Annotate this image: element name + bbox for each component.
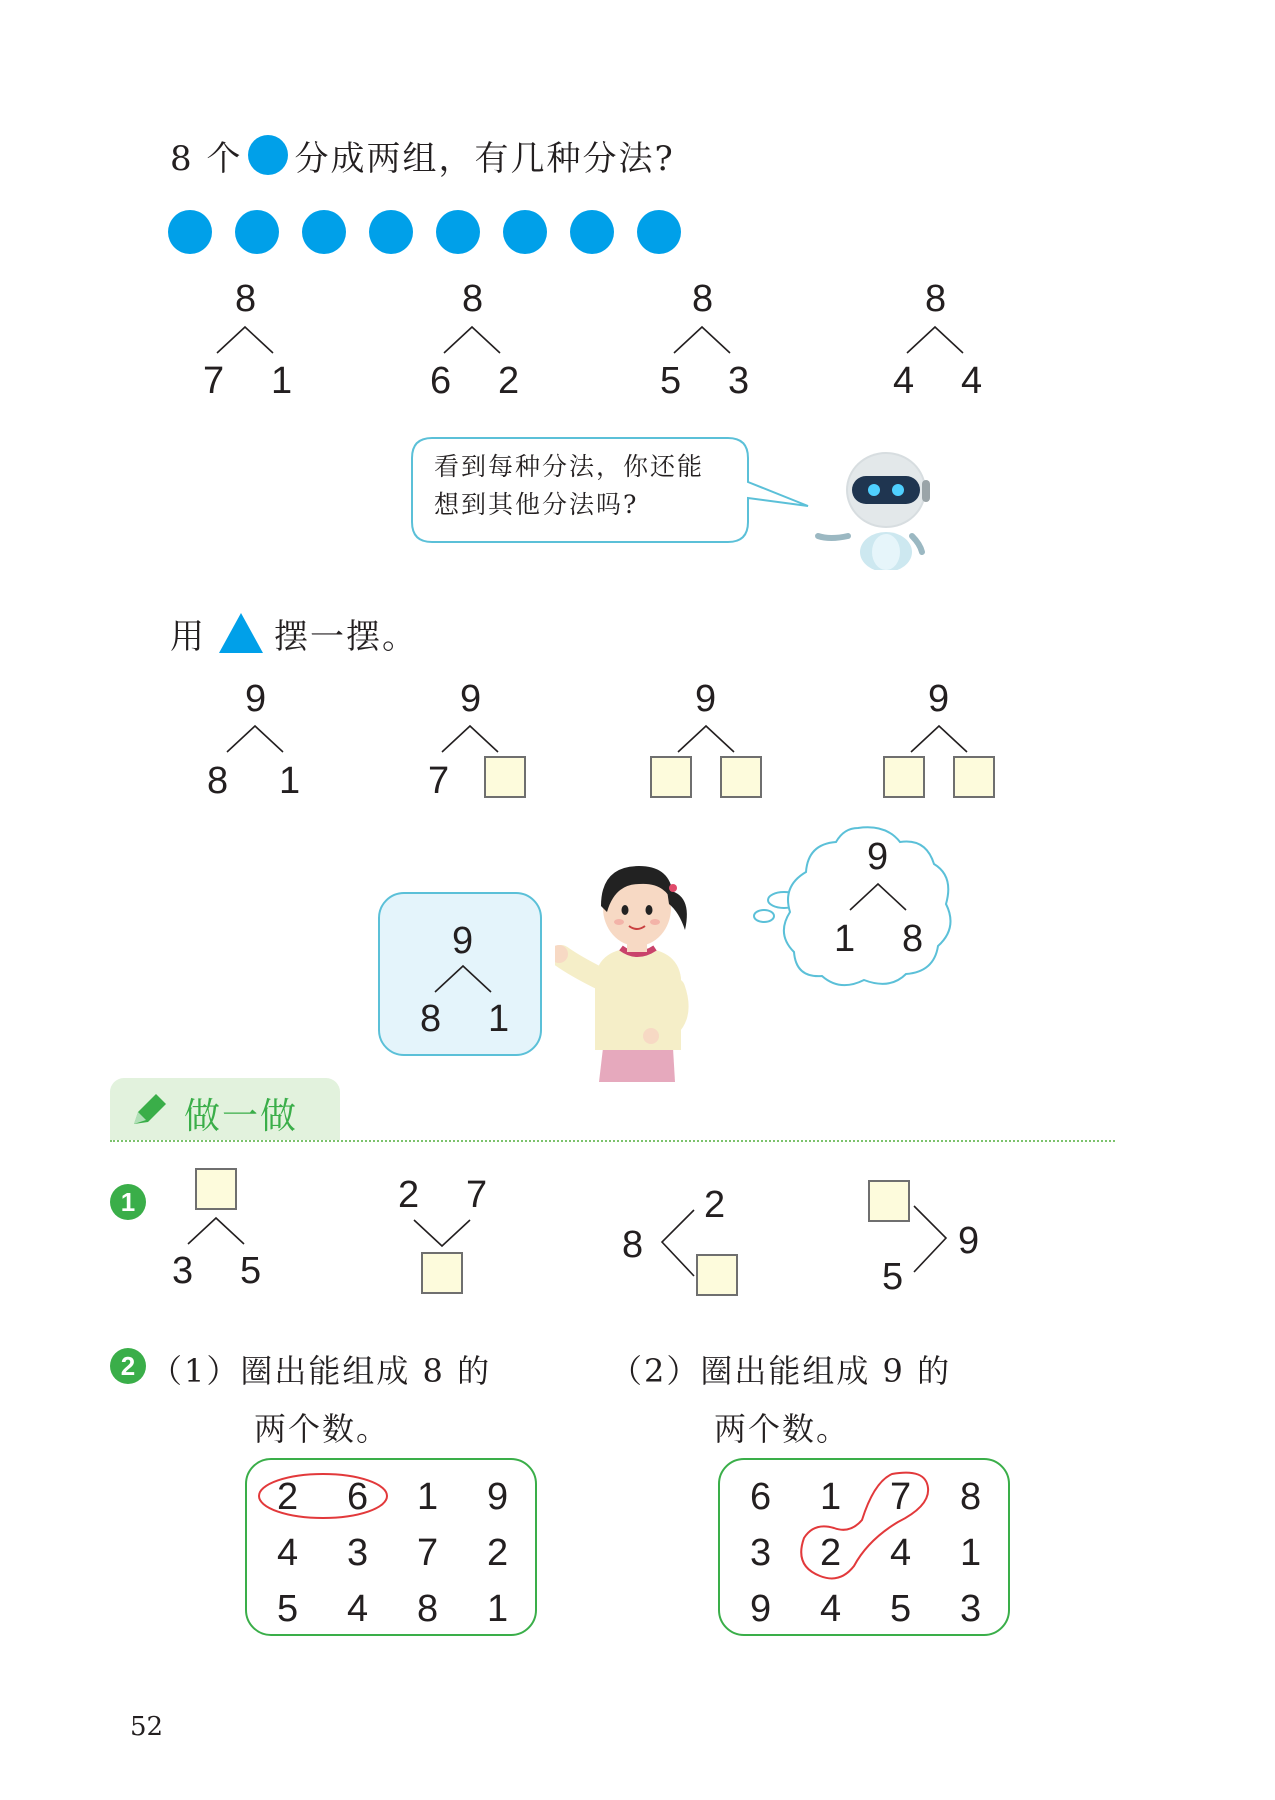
grid-cell[interactable]: 8	[417, 1588, 439, 1630]
blue-dot-icon	[248, 135, 288, 175]
join-lines	[412, 1218, 472, 1248]
split-9-8-1	[205, 680, 315, 800]
answer-box[interactable]	[696, 1254, 738, 1296]
split-left: 6	[430, 360, 452, 402]
ex1-c-total: 8	[622, 1224, 644, 1266]
ex2-part2-label	[610, 1342, 951, 1458]
thought-right: 8	[902, 918, 924, 960]
split-total: 9	[460, 678, 482, 720]
grid-cell[interactable]: 9	[487, 1476, 509, 1518]
dot-row	[168, 210, 688, 256]
blue-dot	[235, 210, 279, 254]
split-lines	[676, 724, 736, 754]
split-left: 8	[207, 760, 229, 802]
ex2-part2-line1: （2）圈出能组成 9 的	[610, 1352, 952, 1390]
grid-cell[interactable]: 3	[347, 1532, 369, 1574]
girl-icon	[555, 838, 735, 1082]
circle-mark	[253, 1468, 393, 1524]
practice-divider	[110, 1140, 1115, 1142]
split-left: 5	[660, 360, 682, 402]
grid-cell[interactable]: 9	[750, 1588, 772, 1630]
split-total: 8	[692, 278, 714, 320]
exercise-1-badge	[110, 1184, 146, 1220]
ex2-part1-line2: 两个数。	[254, 1410, 391, 1448]
split-total: 9	[928, 678, 950, 720]
ex1-b-right: 7	[466, 1174, 488, 1216]
robot-speech-line1: 看到每种分法，你还能	[434, 452, 705, 481]
grid-cell[interactable]: 4	[890, 1532, 912, 1574]
blue-dot	[168, 210, 212, 254]
split-total: 9	[695, 678, 717, 720]
practice-header-label: 做一做	[184, 1096, 299, 1137]
exercise-2-number: 2	[120, 1350, 136, 1381]
answer-box[interactable]	[195, 1168, 237, 1210]
triangle-prompt-prefix: 用	[170, 616, 206, 657]
blue-dot	[637, 210, 681, 254]
question-triangles	[170, 610, 418, 656]
grid-cell[interactable]: 2	[277, 1476, 299, 1518]
grid-cell[interactable]: 6	[347, 1476, 369, 1518]
question-prefix: 8 个	[170, 138, 243, 179]
split-total: 8	[235, 278, 257, 320]
split-right: 2	[498, 360, 520, 402]
split-8-7-1	[195, 280, 295, 400]
grid-cell[interactable]: 7	[890, 1476, 912, 1518]
ex1-c-top: 2	[704, 1184, 726, 1226]
robot-speech-line2: 想到其他分法吗?	[434, 490, 639, 519]
practice-header	[110, 1078, 340, 1140]
split-lines	[440, 724, 500, 754]
ex1-part-d	[868, 1180, 998, 1310]
grid-cell[interactable]: 3	[750, 1532, 772, 1574]
grid-cell[interactable]: 7	[417, 1532, 439, 1574]
blue-dot	[570, 210, 614, 254]
thought-split	[820, 838, 960, 968]
split-lines-left	[660, 1208, 696, 1278]
split-9-blank-blank	[650, 680, 770, 800]
robot-icon	[808, 440, 938, 570]
split-lines	[442, 325, 502, 355]
blue-triangle-icon	[218, 611, 264, 655]
ex1-a-left: 3	[172, 1250, 194, 1292]
ex1-d-total: 9	[958, 1220, 980, 1262]
robot-speech	[434, 448, 754, 524]
number-grid-2	[718, 1458, 1010, 1636]
grid-cell[interactable]: 6	[750, 1476, 772, 1518]
grid-cell[interactable]: 4	[347, 1588, 369, 1630]
circle-mark	[780, 1466, 950, 1584]
ex2-part1-line1: （1）圈出能组成 8 的	[150, 1352, 492, 1390]
blue-dot	[369, 210, 413, 254]
answer-box[interactable]	[484, 756, 526, 798]
pencil-icon	[130, 1092, 170, 1128]
ex2-part2-line2: 两个数。	[714, 1410, 851, 1448]
answer-box[interactable]	[650, 756, 692, 798]
split-lines	[848, 882, 908, 912]
blue-dot	[302, 210, 346, 254]
example-card	[378, 892, 542, 1056]
answer-box[interactable]	[883, 756, 925, 798]
split-lines	[215, 325, 275, 355]
ex1-b-left: 2	[398, 1174, 420, 1216]
split-8-5-3	[652, 280, 752, 400]
split-lines	[186, 1216, 246, 1246]
split-8-6-2	[422, 280, 522, 400]
question-8-dots	[170, 134, 675, 179]
ex1-part-c	[622, 1186, 752, 1316]
grid-cell[interactable]: 1	[417, 1476, 439, 1518]
split-lines	[433, 964, 493, 994]
ex1-a-right: 5	[240, 1250, 262, 1292]
grid-cell[interactable]: 3	[960, 1588, 982, 1630]
card-total: 9	[452, 920, 474, 962]
exercise-1-number: 1	[120, 1186, 136, 1217]
number-grid-1	[245, 1458, 537, 1636]
grid-cell[interactable]: 2	[487, 1532, 509, 1574]
split-right: 1	[271, 360, 293, 402]
ex1-part-b	[396, 1176, 506, 1306]
split-total: 9	[245, 678, 267, 720]
blue-dot	[503, 210, 547, 254]
split-lines	[905, 325, 965, 355]
split-total: 8	[462, 278, 484, 320]
grid-cell[interactable]: 1	[960, 1532, 982, 1574]
grid-cell[interactable]: 2	[820, 1532, 842, 1574]
grid-cell[interactable]: 1	[820, 1476, 842, 1518]
exercise-2-badge	[110, 1348, 146, 1384]
split-left: 7	[203, 360, 225, 402]
ex1-part-a	[168, 1168, 268, 1298]
thought-left: 1	[834, 918, 856, 960]
split-lines	[909, 724, 969, 754]
card-left: 8	[420, 998, 442, 1040]
answer-box[interactable]	[953, 756, 995, 798]
split-total: 8	[925, 278, 947, 320]
answer-box[interactable]	[868, 1180, 910, 1222]
answer-box[interactable]	[720, 756, 762, 798]
page-number: 52	[130, 1712, 164, 1742]
split-left: 7	[428, 760, 450, 802]
split-lines	[672, 325, 732, 355]
split-right: 3	[728, 360, 750, 402]
ex1-d-bottom: 5	[882, 1256, 904, 1298]
grid-cell[interactable]: 1	[487, 1588, 509, 1630]
split-9-blank-blank-2	[883, 680, 1003, 800]
ex2-part1-label	[150, 1342, 491, 1458]
thought-total: 9	[867, 836, 889, 878]
grid-cell[interactable]: 8	[960, 1476, 982, 1518]
split-lines-right	[912, 1204, 948, 1274]
grid-cell[interactable]: 5	[277, 1588, 299, 1630]
answer-box[interactable]	[421, 1252, 463, 1294]
blue-dot	[436, 210, 480, 254]
grid-cell[interactable]: 5	[890, 1588, 912, 1630]
grid-cell[interactable]: 4	[820, 1588, 842, 1630]
split-left: 4	[893, 360, 915, 402]
grid-cell[interactable]: 4	[277, 1532, 299, 1574]
card-right: 1	[488, 998, 510, 1040]
split-9-7-blank	[428, 680, 538, 800]
split-right: 4	[961, 360, 983, 402]
question-suffix: 分成两组，有几种分法?	[294, 138, 675, 179]
split-8-4-4	[885, 280, 985, 400]
triangle-prompt-suffix: 摆一摆。	[274, 616, 418, 657]
split-right: 1	[279, 760, 301, 802]
split-lines	[225, 724, 285, 754]
